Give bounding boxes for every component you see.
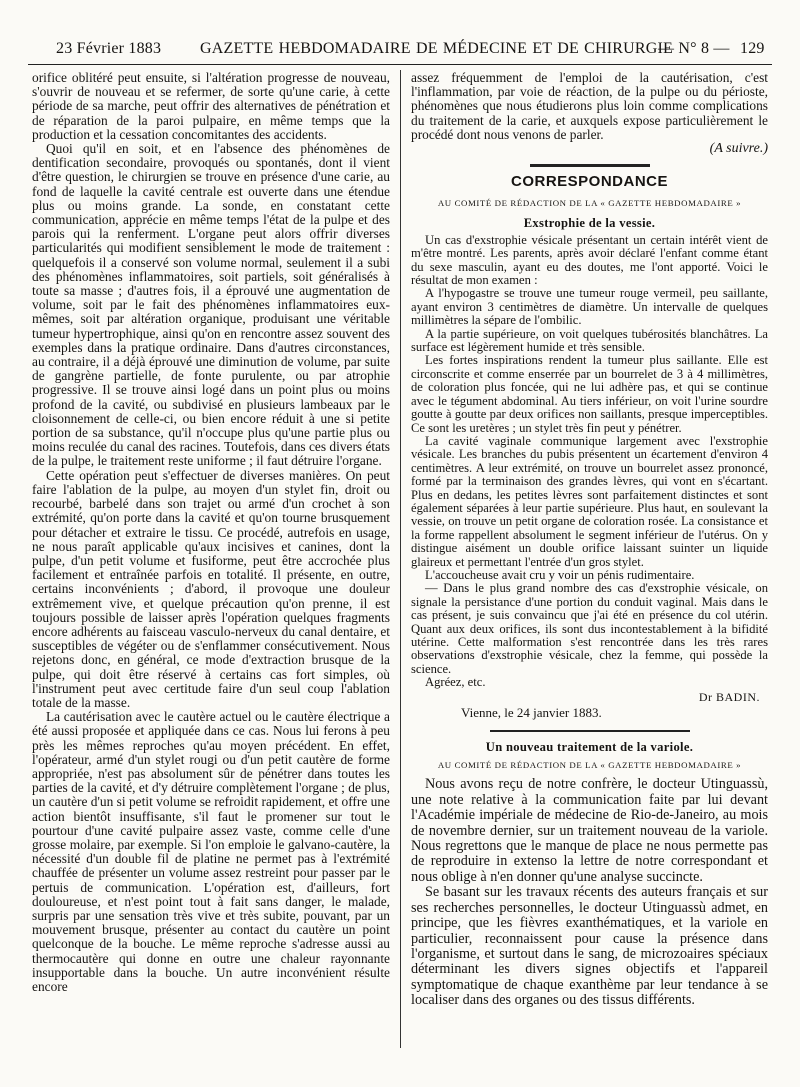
section-separator — [490, 730, 690, 732]
committee-line: AU COMITÉ DE RÉDACTION DE LA « GAZETTE HEBDOMADAIRE » — [437, 760, 742, 771]
paragraph: Les fortes inspirations rendent la tumeur plus saillante. Elle est circonscrite et comme enserrée par un bourrelet de 3 à 4 millimètres, de coloration plus foncée, qui ne lui adhère pas, et qui se continue avec le tégument abdominal. Au tiers inférieur, on voit l'urine sourdre goutte à goutte par deux orifices non saillants, presque imperceptibles. Ce sont les uretères ; un stylet très fin peut y pénétrer. — [411, 353, 768, 435]
paragraph: orifice oblitéré peut ensuite, si l'altération progresse de nouveau, s'ouvrir de nouveau et se refermer, de sorte qu'une carie, à cette période de sa marche, peut offrir des alternatives de pénétration et de réparation de la paroi pulpaire, en même temps que la production et la cessation concomitantes des accidents. — [32, 70, 390, 142]
place-date: Vienne, le 24 janvier 1883. — [461, 704, 602, 720]
paragraph: Agréez, etc. — [425, 675, 486, 690]
paragraph: — Dans le plus grand nombre des cas d'exstrophie vésicale, on signale la persistance d'une portion du conduit vaginal. Mais dans le cas présent, je suis convaincu que j'ai été en présence du col utérin. Quant aux deux orifices, ils sont dus incontestablement à la bifidité utérine. Cette malformation s'est rencontrée dans les très rares observations d'exstrophie vésicale, chez la femme, qui possède la science. — [411, 581, 768, 676]
column-divider — [400, 70, 401, 1048]
variole-title: Un nouveau traitement de la variole. — [485, 740, 694, 755]
page-header — [28, 40, 772, 62]
page-number: 129 — [740, 40, 765, 57]
left-column — [32, 71, 390, 994]
right-column — [411, 71, 768, 1009]
correspondance-title: CORRESPONDANCE — [510, 173, 668, 191]
paragraph: Un cas d'exstrophie vésicale présentant un certain intérêt vient de m'être montré. Les parents, après avoir déclaré l'enfant comme étant du sexe masculin, ayant eu des doutes, me l'ont apporté. Voici le résultat de mon examen : — [411, 232, 768, 288]
to-follow-note: (A suivre.) — [709, 141, 768, 157]
signature: Dr BADIN. — [698, 689, 760, 704]
issue-number: — N° 8 — — [658, 40, 730, 57]
paragraph: La cautérisation avec le cautère actuel ou le cautère électrique a été aussi proposée et appliquée dans ce cas. Nous lui ferons à peu près les mêmes reproches qu'au moyen précédent. En effet, l'opérateur, armé d'un stylet rougi ou d'un petit cautère de forme appropriée, n'est pas absolument sûr de pénétrer dans toutes les parties de la cavité, et d'y détruire complètement l'organe ; de plus, un cautère d'un si petit volume se refroidit rapidement, et offre une action bientôt insuffisante, s'il faut le promener sur tout le pourtour d'une cavité pulpaire assez vaste, comme celle d'une grosse molaire, par exemple. Si l'on emploie le galvano-cautère, la nécessité d'un double fil de platine ne permet pas à l'extrémité chauffée de présenter un volume assez restreint pour passer par le pertuis de communication. L'opération est, d'ailleurs, fort douloureuse, et n'est point tout à fait sans danger, le malade, surpris par une sensation très vive et très subite, pouvant, par un mouvement brusque, présenter au contact du cautère un point quelconque de la bouche. Le même reproche s'adresse aussi au thermocautère qui donne en outre une chaleur rayonnante insupportable dans la bouche. Un autre inconvénient résulte encore — [32, 709, 390, 994]
paragraph: A l'hypogastre se trouve une tumeur rouge vermeil, peu saillante, ayant environ 3 centimètres de diamètre. Un intervalle de quelques millimètres la sépare de l'ombilic. — [411, 286, 768, 328]
section-separator — [530, 164, 650, 167]
header-rule — [28, 64, 772, 65]
paragraph: L'accoucheuse avait cru y voir un pénis rudimentaire. — [425, 567, 695, 582]
committee-line: AU COMITÉ DE RÉDACTION DE LA « GAZETTE HEBDOMADAIRE » — [437, 198, 742, 209]
header-date: 23 Février 1883 — [56, 40, 162, 57]
exstrophie-title: Exstrophie de la vessie. — [523, 215, 656, 230]
paragraph: A la partie supérieure, on voit quelques tubérosités blanchâtres. La surface est légèrement humide et très sensible. — [411, 326, 768, 355]
paragraph: Se basant sur les travaux récents des auteurs français et sur ses recherches personnelles, le docteur Utinguassù admet, en principe, que les fièvres exanthématiques, et la variole en particulier, reconnaissent pour cause la présence dans l'organisme, et surtout dans le sang, de microzoaires spéciaux déterminant les divers signes objectifs et l'appareil symptomatique de chaque exanthème par leur tendance à se localiser dans des organes ou des tissus différents. — [411, 884, 768, 1009]
paragraph: La cavité vaginale communique largement avec l'exstrophie vésicale. Les branches du pubis présentent un écartement d'environ 4 centimètres. A leur extrémité, on trouve un bourrelet assez prononcé, formé par la terminaison des grandes lèvres, qui vont en s'écartant. Plus en dedans, les petites lèvres sont parfaitement distinctes et sont également séparées à leur partie supérieure. Plus haut, en soulevant la vessie, on trouve un petit organe de coloration rosée. La consistance et la forme rappellent absolument le segment inférieur de l'utérus. On y distingue aisément un double orifice laissant suinter un liquide glaireux et permettant l'entrée d'un gros stylet. — [411, 433, 768, 569]
paragraph: Quoi qu'il en soit, et en l'absence des phénomènes de dentification secondaire, provoqués ou spontanés, dont il vient d'être question, le chirurgien se trouve en présence d'une carie, au fond de laquelle la cavité centrale est ouverte dans une étendue plus ou moins grande. La sonde, en constatant cette communication, apprécie en même temps l'état de la pulpe et des parois qui la renferment. L'organe peut alors offrir diverses particularités qui modifient sensiblement le mode de traitement : quelquefois il a conservé son volume normal, seulement il a subi des phénomènes inflammatoires, soit partiels, soit généralisés à toute sa masse ; d'autres fois, il a éprouvé une augmentation de volume, soit par le fait des phénomènes inflammatoires eux-mêmes, soit par altération organique, produisant une véritable tumeur hypertrophique, ainsi qu'on en rencontre assez souvent des exemples dans la pratique ordinaire. Dans d'autres circonstances, au contraire, il a déjà éprouvé une diminution de volume, par suite de gangrène partielle, de fonte purulente, ou par atrophie progressive. Il se trouve ainsi logé dans un point plus ou moins profond de la cavité, ou subdivisé en plusieurs lambeaux par le cloisonnement de celle-ci, ou bien encore réduit à une si petite portion de sa substance, qu'il n'occupe plus qu'une partie plus ou moins reculée du canal des racines. Toutefois, dans ces divers états de la pulpe, le traitement reste uniforme ; il faut détruire l'organe. — [32, 141, 391, 469]
paragraph: assez fréquemment de l'emploi de la cautérisation, c'est l'inflammation, par voie de réaction, de la pulpe ou du périoste, phénomènes que nous étudierons plus loin comme complications du traitement de la carie, et auxquels expose particulièrement le procédé dont nous venons de parler. — [411, 70, 768, 142]
paragraph: Cette opération peut s'effectuer de diverses manières. On peut faire l'ablation de la pulpe, au moyen d'un stylet fin, droit ou recourbé, barbelé dans son trajet ou armé d'un crochet à son extrémité, qu'on porte dans la cavité et qu'on tourne brusquement pour détacher et extraire le tissu. Ce procédé, autrefois en usage, ne nous paraît applicable qu'aux incisives et canines, dont la pulpe, d'un petit volume et fusiforme, peut être accrochée plus facilement et entraînée parfois en totalité. Il présente, en outre, certains inconvénients ; d'abord, il provoque une douleur extrêmement vive, et quelque précaution qu'on prenne, il est toujours possible de laisser après l'opération quelques fragments encore adhérents au faisceau vasculo-nerveux du canal dentaire, et susceptibles de végéter ou de s'enflammer consécutivement. Nous rejetons donc, en général, ce mode d'extraction brusque de la pulpe, qui doit être réservé à certains cas fort simples, où l'instrument peut avec certitude faire d'un seul coup l'ablation totale de la masse. — [32, 467, 390, 710]
journal-title: GAZETTE HEBDOMADAIRE DE MÉDECINE ET DE CHIRURGIE — [200, 40, 674, 57]
paragraph: Nous avons reçu de notre confrère, le docteur Utinguassù, une note relative à la communication faite par lui devant l'Académie impériale de médecine de Rio-de-Janeiro, au mois de novembre dernier, sur un traitement nouveau de la variole. Nous regrettons que le manque de place ne nous permette pas de reproduire in extenso la lettre de notre correspondant et nous oblige à n'en donner qu'une analyse succincte. — [411, 776, 768, 885]
